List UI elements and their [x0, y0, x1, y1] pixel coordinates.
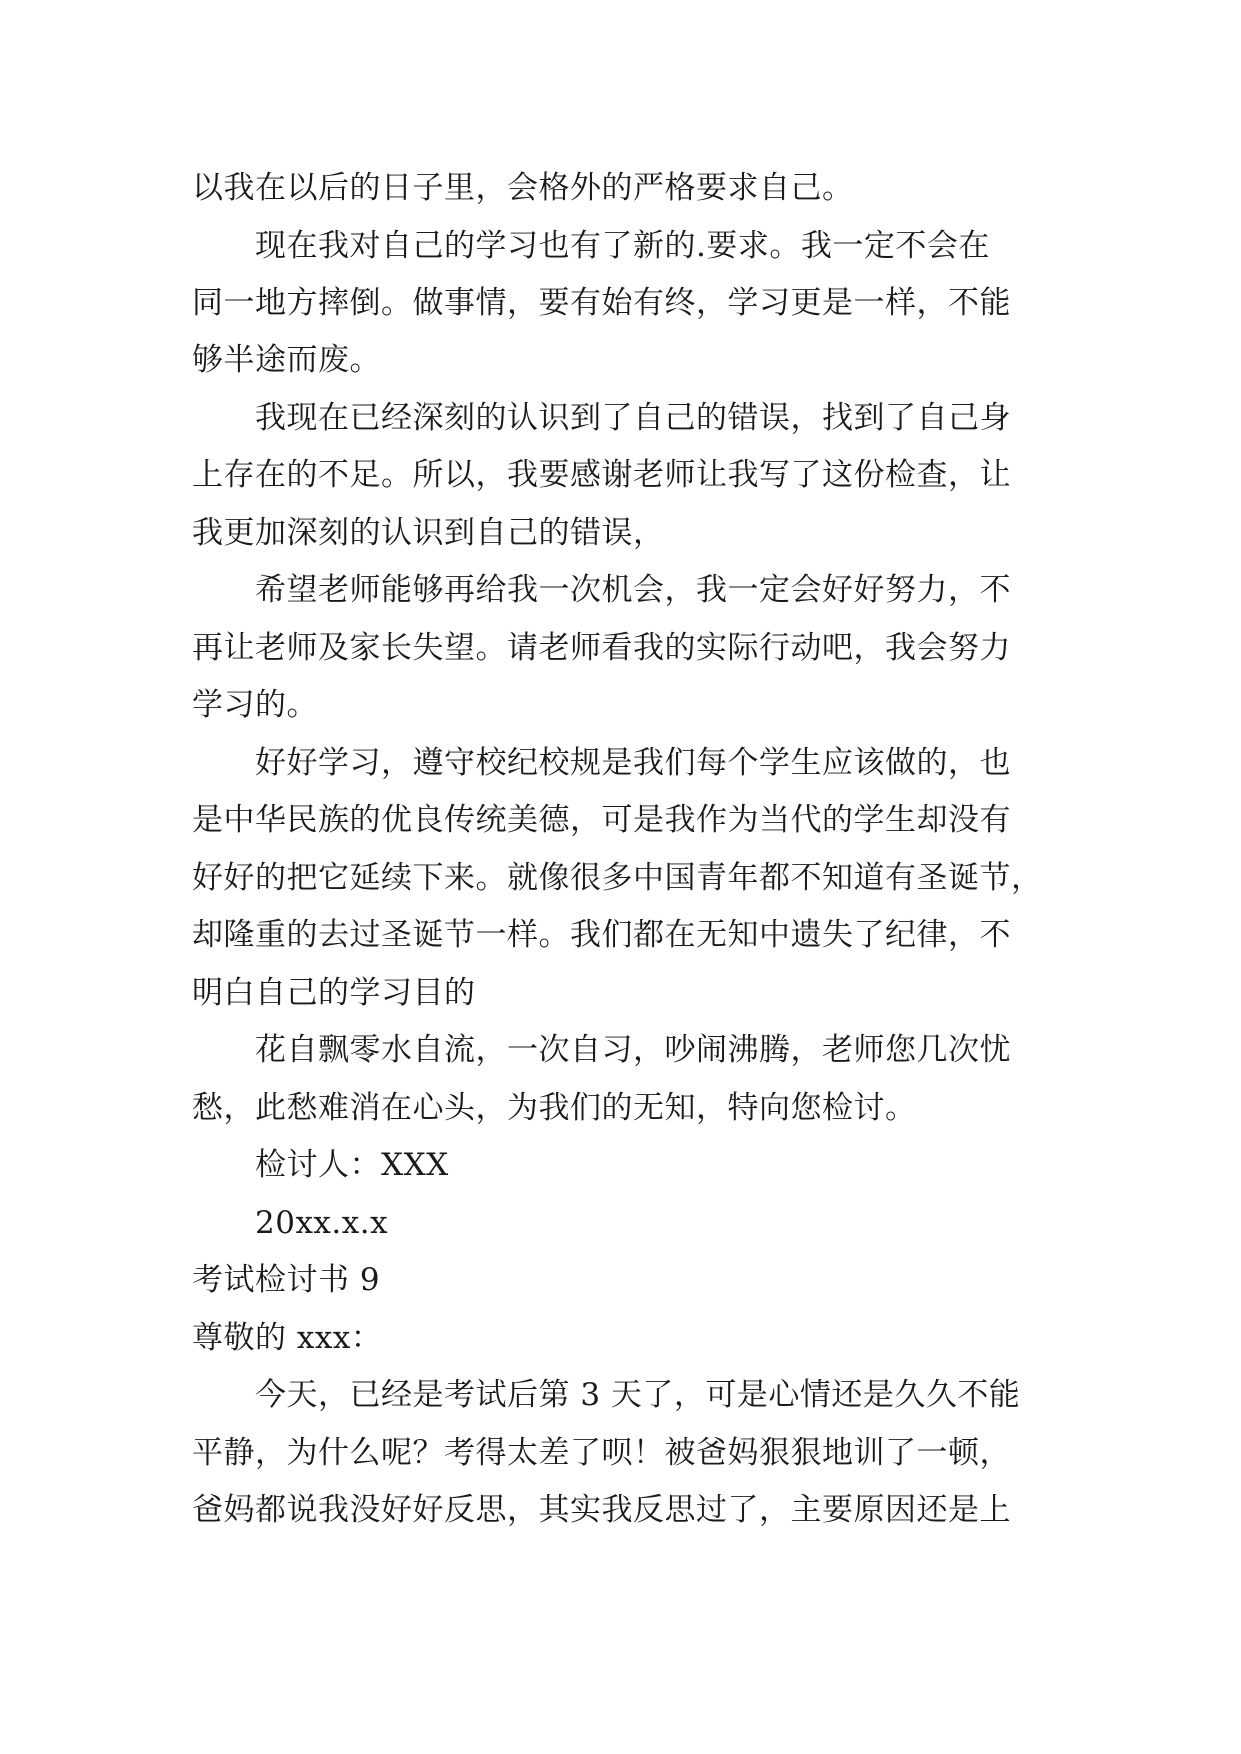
signature-name: 检讨人：XXX: [255, 1147, 449, 1183]
text-line: 平静，为什么呢？考得太差了呗！被爸妈狠狠地训了一顿，: [192, 1435, 1011, 1471]
paragraph-start: 花自飘零水自流，一次自习，吵闹沸腾，老师您几次忧: [255, 1032, 1011, 1068]
section-title: 考试检讨书 9: [192, 1262, 381, 1298]
text-line: 同一地方摔倒。做事情，要有始有终，学习更是一样，不能: [192, 285, 1011, 321]
text-line: 爸妈都说我没好好反思，其实我反思过了，主要原因还是上: [192, 1492, 1011, 1528]
salutation: 尊敬的 xxx：: [192, 1320, 383, 1356]
text-line: 我更加深刻的认识到自己的错误，: [192, 515, 665, 551]
text-line: 好好的把它延续下来。就像很多中国青年都不知道有圣诞节，: [192, 860, 1043, 896]
paragraph-start: 好好学习，遵守校纪校规是我们每个学生应该做的，也: [255, 745, 1011, 781]
paragraph-start: 今天，已经是考试后第 3 天了，可是心情还是久久不能: [255, 1377, 1021, 1413]
text-line: 够半途而废。: [192, 342, 381, 378]
paragraph-start: 我现在已经深刻的认识到了自己的错误，找到了自己身: [255, 400, 1011, 436]
text-line: 上存在的不足。所以，我要感谢老师让我写了这份检查，让: [192, 457, 1011, 493]
text-line: 以我在以后的日子里，会格外的严格要求自己。: [192, 170, 854, 206]
signature-date: 20xx.x.x: [255, 1205, 389, 1241]
text-line: 却隆重的去过圣诞节一样。我们都在无知中遗失了纪律，不: [192, 917, 1011, 953]
text-line: 再让老师及家长失望。请老师看我的实际行动吧，我会努力: [192, 630, 1011, 666]
paragraph-start: 现在我对自己的学习也有了新的.要求。我一定不会在: [255, 228, 990, 264]
text-line: 明白自己的学习目的: [192, 975, 476, 1011]
text-line: 是中华民族的优良传统美德，可是我作为当代的学生却没有: [192, 802, 1011, 838]
paragraph-start: 希望老师能够再给我一次机会，我一定会好好努力，不: [255, 572, 1011, 608]
text-line: 学习的。: [192, 687, 318, 723]
text-line: 愁，此愁难消在心头，为我们的无知，特向您检讨。: [192, 1090, 917, 1126]
